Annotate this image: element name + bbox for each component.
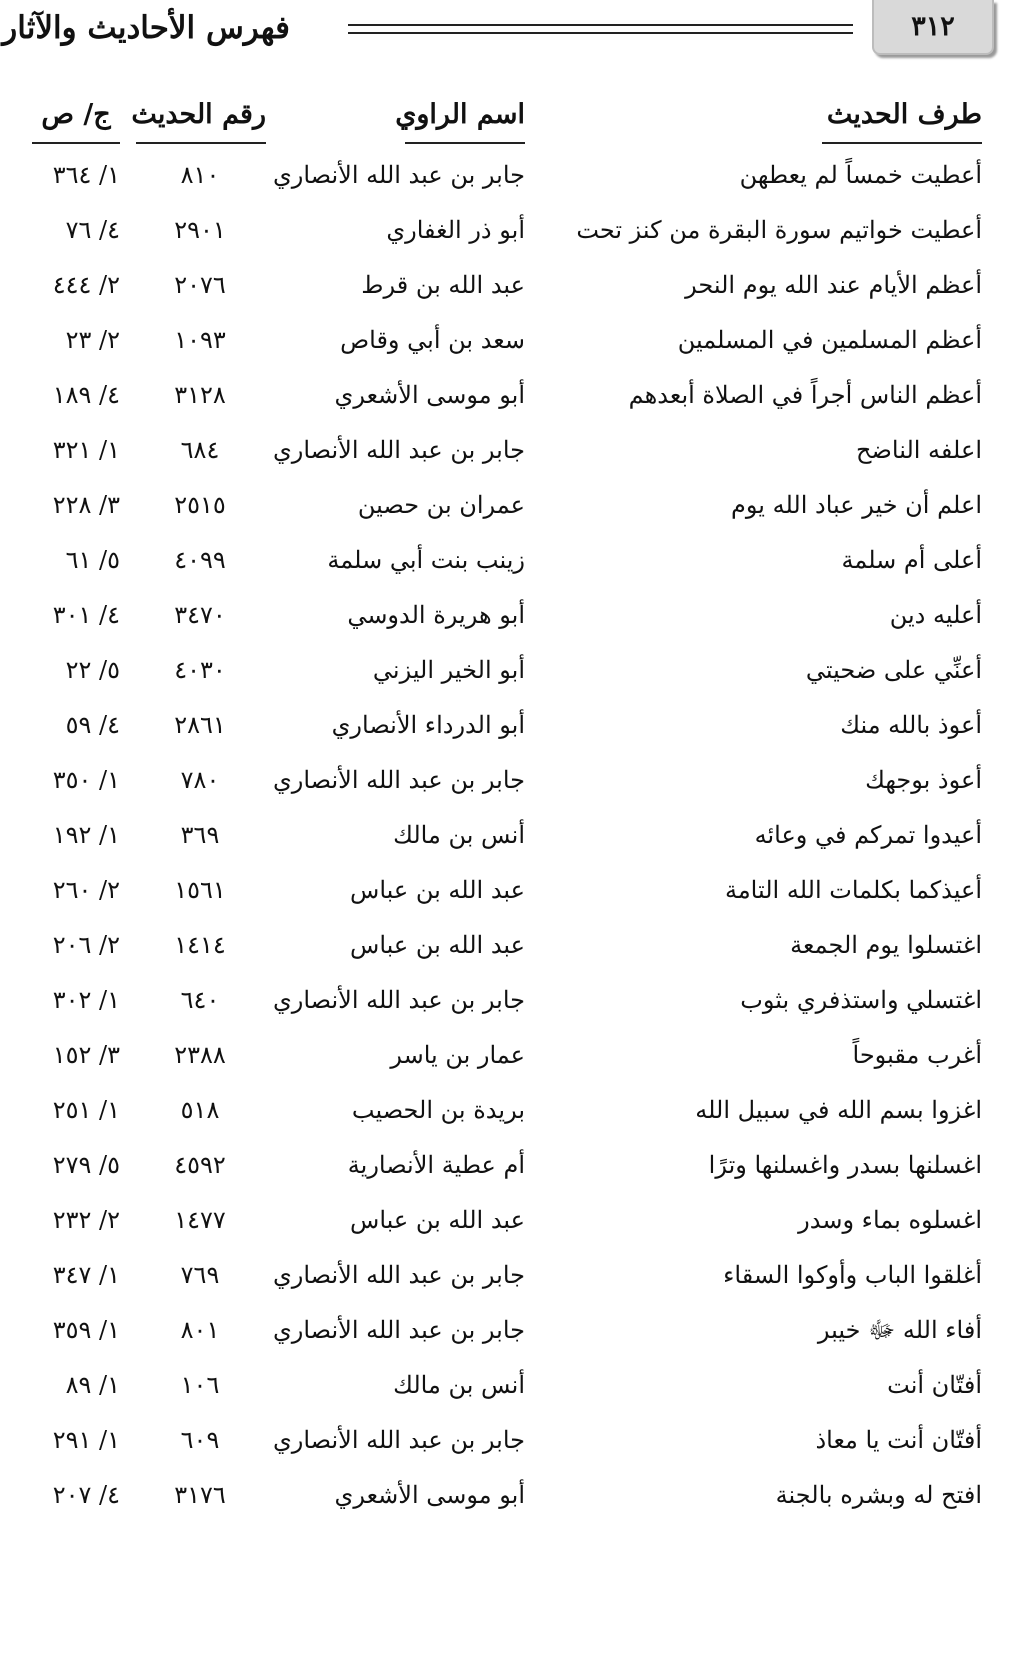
volume-page-cell: ١/ ٨٩ bbox=[65, 1371, 120, 1399]
volume-page-cell: ٣/ ٢٢٨ bbox=[52, 491, 120, 519]
hadith-number-cell: ٢٩٠١ bbox=[174, 216, 226, 244]
narrator-cell: عمار بن ياسر bbox=[390, 1041, 525, 1069]
hadith-cell: أفتّان أنت bbox=[887, 1371, 982, 1399]
narrator-cell: أبو موسى الأشعري bbox=[334, 381, 525, 409]
narrator-cell: جابر بن عبد الله الأنصاري bbox=[272, 1316, 525, 1344]
table-row bbox=[0, 863, 1010, 918]
table-row bbox=[0, 1138, 1010, 1193]
hadith-number-cell: ٥١٨ bbox=[180, 1096, 220, 1124]
narrator-cell: جابر بن عبد الله الأنصاري bbox=[272, 1426, 525, 1454]
table-row bbox=[0, 313, 1010, 368]
volume-page-cell: ١/ ١٩٢ bbox=[52, 821, 120, 849]
table-row bbox=[0, 973, 1010, 1028]
column-header-ref: ج/ ص bbox=[32, 92, 120, 144]
narrator-cell: أبو موسى الأشعري bbox=[334, 1481, 525, 1509]
hadith-number-cell: ٤٠٩٩ bbox=[174, 546, 226, 574]
table-row bbox=[0, 698, 1010, 753]
table-row bbox=[0, 148, 1010, 203]
hadith-cell: أفتّان أنت يا معاذ bbox=[815, 1426, 982, 1454]
table-row bbox=[0, 808, 1010, 863]
hadith-cell: أعطيت خواتيم سورة البقرة من كنز تحت bbox=[576, 216, 982, 244]
table-row bbox=[0, 1248, 1010, 1303]
volume-page-cell: ٣/ ١٥٢ bbox=[52, 1041, 120, 1069]
narrator-cell: جابر بن عبد الله الأنصاري bbox=[272, 766, 525, 794]
narrator-cell: أبو ذر الغفاري bbox=[386, 216, 525, 244]
narrator-cell: جابر بن عبد الله الأنصاري bbox=[272, 161, 525, 189]
table-row bbox=[0, 588, 1010, 643]
hadith-number-cell: ٣١٢٨ bbox=[174, 381, 226, 409]
hadith-number-cell: ١٥٦١ bbox=[174, 876, 226, 904]
hadith-cell: افتح له وبشره بالجنة bbox=[775, 1481, 982, 1509]
hadith-cell: أغلقوا الباب وأوكوا السقاء bbox=[723, 1261, 982, 1289]
volume-page-cell: ٢/ ٢٦٠ bbox=[52, 876, 120, 904]
narrator-cell: زينب بنت أبي سلمة bbox=[327, 546, 525, 574]
volume-page-cell: ٢/ ٢٣ bbox=[65, 326, 120, 354]
header-rule-top bbox=[348, 24, 853, 26]
hadith-cell: أعوذ بالله منك bbox=[840, 711, 982, 739]
volume-page-cell: ٤/ ١٨٩ bbox=[52, 381, 120, 409]
hadith-cell: أعوذ بوجهك bbox=[865, 766, 982, 794]
volume-page-cell: ١/ ٣٥٩ bbox=[52, 1316, 120, 1344]
hadith-cell: اغتسلوا يوم الجمعة bbox=[790, 931, 982, 959]
table-row bbox=[0, 478, 1010, 533]
narrator-cell: أنس بن مالك bbox=[393, 1371, 525, 1399]
hadith-number-cell: ٣٤٧٠ bbox=[174, 601, 226, 629]
hadith-number-cell: ٨٠١ bbox=[180, 1316, 220, 1344]
hadith-number-cell: ١٤٧٧ bbox=[174, 1206, 226, 1234]
hadith-number-cell: ٧٨٠ bbox=[180, 766, 220, 794]
hadith-cell: أعيدوا تمركم في وعائه bbox=[754, 821, 982, 849]
table-row bbox=[0, 203, 1010, 258]
volume-page-cell: ٥/ ٢٧٩ bbox=[52, 1151, 120, 1179]
volume-page-cell: ٤/ ٣٠١ bbox=[52, 601, 120, 629]
hadith-number-cell: ١٤١٤ bbox=[174, 931, 226, 959]
hadith-cell: اعلم أن خير عباد الله يوم bbox=[731, 491, 982, 519]
narrator-cell: أبو الدرداء الأنصاري bbox=[331, 711, 525, 739]
narrator-cell: جابر بن عبد الله الأنصاري bbox=[272, 1261, 525, 1289]
volume-page-cell: ١/ ٢٩١ bbox=[52, 1426, 120, 1454]
hadith-number-cell: ٦٠٩ bbox=[180, 1426, 220, 1454]
narrator-cell: جابر بن عبد الله الأنصاري bbox=[272, 436, 525, 464]
hadith-number-cell: ٤٠٣٠ bbox=[174, 656, 226, 684]
hadith-cell: أعنِّي على ضحيتي bbox=[805, 656, 982, 684]
hadith-cell: أعليه دين bbox=[889, 601, 982, 629]
hadith-cell: أعيذكما بكلمات الله التامة bbox=[724, 876, 982, 904]
hadith-cell: اغسلنها بسدر واغسلنها وترًا bbox=[708, 1151, 982, 1179]
hadith-cell: أعظم الأيام عند الله يوم النحر bbox=[685, 271, 982, 299]
narrator-cell: بريدة بن الحصيب bbox=[351, 1096, 525, 1124]
volume-page-cell: ١/ ٢٥١ bbox=[52, 1096, 120, 1124]
page-title: فهرس الأحاديث والآثار bbox=[2, 10, 290, 46]
volume-page-cell: ٤/ ٥٩ bbox=[65, 711, 120, 739]
narrator-cell: عبد الله بن عباس bbox=[350, 931, 525, 959]
volume-page-cell: ١/ ٣٤٧ bbox=[52, 1261, 120, 1289]
table-row bbox=[0, 1193, 1010, 1248]
hadith-number-cell: ٣٦٩ bbox=[180, 821, 220, 849]
table-row bbox=[0, 533, 1010, 588]
narrator-cell: عمران بن حصين bbox=[357, 491, 525, 519]
hadith-cell: اغتسلي واستذفري بثوب bbox=[740, 986, 982, 1014]
hadith-number-cell: ٢٨٦١ bbox=[174, 711, 226, 739]
hadith-number-cell: ٦٤٠ bbox=[180, 986, 220, 1014]
volume-page-cell: ٥/ ٦١ bbox=[65, 546, 120, 574]
hadith-number-cell: ١٠٦ bbox=[180, 1371, 220, 1399]
hadith-cell: اعلفه الناضح bbox=[856, 436, 982, 464]
table-row bbox=[0, 918, 1010, 973]
volume-page-cell: ٢/ ٢٠٦ bbox=[52, 931, 120, 959]
volume-page-cell: ٢/ ٤٤٤ bbox=[52, 271, 120, 299]
volume-page-cell: ١/ ٣٥٠ bbox=[52, 766, 120, 794]
hadith-number-cell: ٧٦٩ bbox=[180, 1261, 220, 1289]
narrator-cell: أنس بن مالك bbox=[393, 821, 525, 849]
table-row bbox=[0, 1083, 1010, 1138]
hadith-number-cell: ٦٨٤ bbox=[180, 436, 220, 464]
hadith-number-cell: ٤٥٩٢ bbox=[174, 1151, 226, 1179]
volume-page-cell: ١/ ٣٠٢ bbox=[52, 986, 120, 1014]
volume-page-cell: ٢/ ٢٣٢ bbox=[52, 1206, 120, 1234]
hadith-number-cell: ١٠٩٣ bbox=[174, 326, 226, 354]
narrator-cell: أم عطية الأنصارية bbox=[347, 1151, 525, 1179]
volume-page-cell: ٤/ ٢٠٧ bbox=[52, 1481, 120, 1509]
hadith-cell: أفاء الله ﷻ خيبر bbox=[817, 1316, 982, 1344]
table-row bbox=[0, 1468, 1010, 1523]
table-row bbox=[0, 1413, 1010, 1468]
table-row bbox=[0, 258, 1010, 313]
hadith-cell: أعلى أم سلمة bbox=[841, 546, 982, 574]
table-row bbox=[0, 1358, 1010, 1413]
volume-page-cell: ١/ ٣٦٤ bbox=[52, 161, 120, 189]
column-header-hadith: طرف الحديث bbox=[822, 92, 982, 144]
narrator-cell: أبو الخير اليزني bbox=[372, 656, 525, 684]
narrator-cell: أبو هريرة الدوسي bbox=[347, 601, 525, 629]
table-row bbox=[0, 643, 1010, 698]
narrator-cell: جابر بن عبد الله الأنصاري bbox=[272, 986, 525, 1014]
hadith-number-cell: ٢٣٨٨ bbox=[174, 1041, 226, 1069]
volume-page-cell: ٥/ ٢٢ bbox=[65, 656, 120, 684]
narrator-cell: سعد بن أبي وقاص bbox=[340, 326, 525, 354]
narrator-cell: عبد الله بن عباس bbox=[350, 1206, 525, 1234]
volume-page-cell: ٤/ ٧٦ bbox=[65, 216, 120, 244]
hadith-number-cell: ٢٠٧٦ bbox=[174, 271, 226, 299]
index-table bbox=[0, 148, 1010, 1523]
hadith-number-cell: ٣١٧٦ bbox=[174, 1481, 226, 1509]
hadith-number-cell: ٢٥١٥ bbox=[174, 491, 226, 519]
table-row bbox=[0, 1028, 1010, 1083]
narrator-cell: عبد الله بن عباس bbox=[350, 876, 525, 904]
hadith-cell: أعظم المسلمين في المسلمين bbox=[677, 326, 982, 354]
hadith-cell: اغسلوه بماء وسدر bbox=[798, 1206, 982, 1234]
table-row bbox=[0, 423, 1010, 478]
hadith-cell: أعظم الناس أجراً في الصلاة أبعدهم bbox=[628, 381, 982, 409]
page-number: ٣١٢ bbox=[872, 0, 994, 55]
hadith-cell: أعطيت خمساً لم يعطهن bbox=[739, 161, 982, 189]
table-row bbox=[0, 368, 1010, 423]
hadith-cell: اغزوا بسم الله في سبيل الله bbox=[695, 1096, 982, 1124]
header-rule-bottom bbox=[348, 32, 853, 34]
volume-page-cell: ١/ ٣٢١ bbox=[52, 436, 120, 464]
narrator-cell: عبد الله بن قرط bbox=[361, 271, 525, 299]
column-header-number: رقم الحديث bbox=[136, 92, 266, 144]
column-header-narrator: اسم الراوي bbox=[405, 92, 525, 144]
hadith-cell: أغرب مقبوحاً bbox=[852, 1041, 982, 1069]
hadith-number-cell: ٨١٠ bbox=[180, 161, 220, 189]
table-row bbox=[0, 1303, 1010, 1358]
table-row bbox=[0, 753, 1010, 808]
